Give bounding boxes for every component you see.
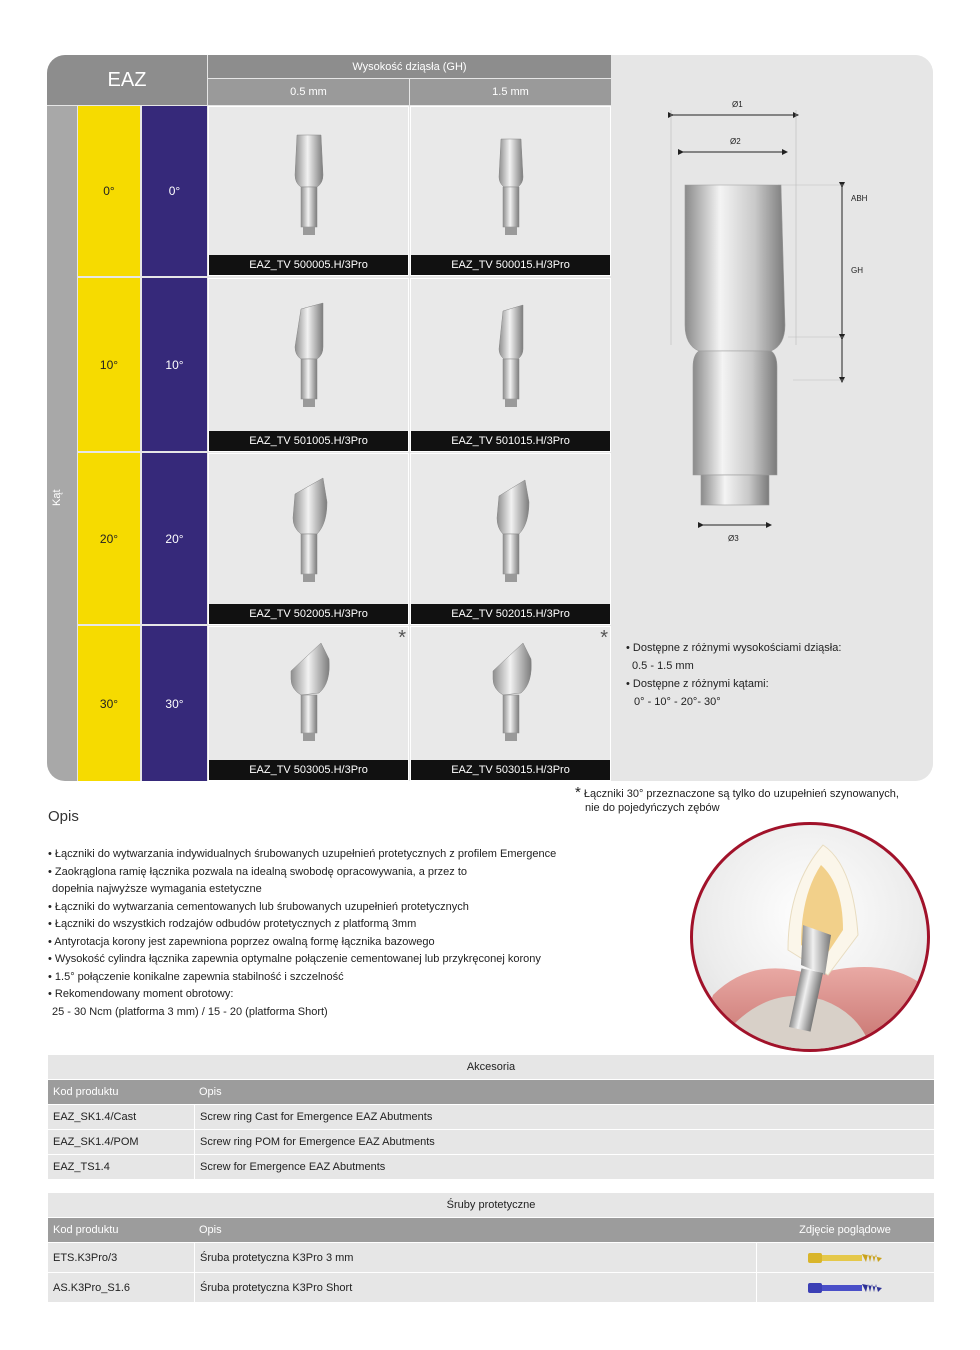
abutment-cell — [208, 106, 409, 276]
description-list — [48, 846, 648, 1021]
description-cell: Screw ring Cast for Emergence EAZ Abutments — [194, 1105, 432, 1129]
description-item: 25 - 30 Ncm (platforma 3 mm) / 15 - 20 (platforma Short) — [52, 1005, 328, 1018]
screws-header-row — [48, 1218, 934, 1242]
abutment-cell — [410, 278, 611, 452]
availability-item: 0.5 - 1.5 mm — [632, 660, 694, 672]
description-item: • Łączniki do wytwarzania cementowanych lub śrubowanych uzupełnień protetycznych — [48, 900, 469, 913]
product-code: EAZ_TV 502015.H/3Pro — [411, 604, 610, 624]
abutment-cell — [208, 626, 409, 781]
angle-cell-purple: 20° — [142, 453, 207, 624]
description-item: • Łączniki do wytwarzania indywidualnych śrubowanych uzupełnień protetycznych z profilem Emergence — [48, 848, 557, 860]
blue-screw-icon — [806, 1280, 886, 1296]
footnote-asterisk: * — [600, 627, 608, 649]
gh-column-0-5: 0.5 mm — [208, 79, 409, 105]
description-item: • Łączniki do wszystkich rodzajów odbudów protetycznych z platformą 3mm — [48, 918, 417, 930]
abutment-cell — [208, 453, 409, 625]
table-row — [48, 1130, 934, 1154]
description-title: Opis — [48, 808, 79, 825]
header-photo: Zdjęcie poglądowe — [799, 1224, 891, 1236]
description-item: dopełnia najwyższe wymagania estetyczne — [52, 883, 262, 895]
dim-abh-label: ABH — [851, 194, 868, 203]
product-code: EAZ_TV 503005.H/3Pro — [209, 760, 408, 780]
description-item: • 1.5° połączenie konikalne zapewnia stabilność i szczelność — [48, 970, 344, 983]
abutment-dimension-drawing — [613, 55, 933, 575]
photo-cell — [756, 1243, 934, 1272]
footnote-asterisk: * — [575, 784, 581, 801]
abutment-30-icon — [479, 635, 543, 745]
description-item: • Zaokrąglona ramię łącznika pozwala na idealną swobodę opracowywania, a przez to — [48, 865, 468, 878]
gh-column-1-5: 1.5 mm — [410, 79, 611, 105]
availability-item: 0° - 10° - 20°- 30° — [634, 696, 721, 708]
footnote-line: Łączniki 30° przeznaczone są tylko do uzupełnień szynowanych, — [583, 788, 899, 800]
description-cell: Śruba protetyczna K3Pro 3 mm — [194, 1243, 353, 1272]
product-code: EAZ_TV 500005.H/3Pro — [209, 255, 408, 275]
angle-cell-yellow: 10° — [78, 278, 140, 451]
angle-cell-purple: 30° — [142, 626, 207, 781]
product-code-cell: ETS.K3Pro/3 — [53, 1251, 118, 1264]
product-code-cell: EAZ_SK1.4/Cast — [53, 1111, 137, 1123]
abutment-30-icon — [277, 635, 341, 745]
product-code: EAZ_TV 500015.H/3Pro — [411, 255, 610, 275]
abutment-0-icon — [279, 125, 339, 245]
accessories-title: Akcesoria — [48, 1055, 934, 1079]
product-code-cell: EAZ_SK1.4/POM — [53, 1136, 139, 1148]
angle-cell-yellow: 0° — [78, 106, 140, 276]
table-row — [48, 1243, 934, 1272]
clinical-photo — [690, 822, 930, 1052]
dim-d1-label: Ø1 — [732, 100, 743, 109]
abutment-cell — [410, 106, 611, 276]
accessories-header-row — [48, 1080, 934, 1104]
footnote-line: nie do pojedyńczych zębów — [585, 802, 720, 814]
dim-d3-label: Ø3 — [728, 534, 739, 543]
product-name-header: EAZ — [47, 55, 207, 105]
description-item: • Antyrotacja korony jest zapewniona poprzez owalną formę łącznika bazowego — [48, 935, 435, 948]
availability-item: • Dostępne z różnymi kątami: — [626, 678, 769, 690]
accessories-table — [48, 1055, 934, 1179]
header-description: Opis — [199, 1224, 222, 1236]
abutment-20-icon — [479, 472, 543, 592]
header-product-code: Kod produktu — [53, 1086, 119, 1098]
product-code: EAZ_TV 502005.H/3Pro — [209, 604, 408, 624]
footnote — [575, 786, 899, 815]
description-cell: Śruba protetyczna K3Pro Short — [194, 1273, 352, 1302]
angle-cell-yellow: 20° — [78, 453, 140, 624]
availability-item: • Dostępne z różnymi wysokościami dziąsła: — [626, 642, 842, 654]
product-code-cell: EAZ_TS1.4 — [53, 1161, 110, 1173]
table-row — [48, 1155, 934, 1179]
description-cell: Screw for Emergence EAZ Abutments — [194, 1155, 385, 1179]
abutment-20-icon — [277, 472, 341, 592]
description-item: • Wysokość cylindra łącznika zapewnia optymalne połączenie cementowanej lub przykręconej korony — [48, 953, 541, 965]
screws-title: Śruby protetyczne — [48, 1193, 934, 1217]
product-code-cell: AS.K3Pro_S1.6 — [53, 1281, 131, 1294]
angle-cell-purple: 10° — [142, 278, 207, 451]
photo-cell — [756, 1273, 934, 1302]
product-code: EAZ_TV 501005.H/3Pro — [209, 431, 408, 451]
dim-gh-label: GH — [851, 266, 863, 275]
dim-d2-label: Ø2 — [730, 137, 741, 146]
angle-cell-purple: 0° — [142, 106, 207, 276]
screws-table — [48, 1193, 934, 1302]
abutment-10-icon — [279, 297, 339, 417]
product-code: EAZ_TV 501015.H/3Pro — [411, 431, 610, 451]
abutment-cell — [410, 626, 611, 781]
gold-screw-icon — [806, 1250, 886, 1266]
table-row — [48, 1105, 934, 1129]
abutment-cell — [410, 453, 611, 625]
tooth-implant-illustration — [693, 825, 930, 1052]
angle-label: Kąt — [51, 489, 63, 506]
abutment-cell — [208, 278, 409, 452]
table-row — [48, 1273, 934, 1302]
gingival-height-header: Wysokość dziąsła (GH) — [208, 55, 611, 78]
abutment-0-icon — [481, 125, 541, 245]
description-cell: Screw ring POM for Emergence EAZ Abutments — [194, 1130, 435, 1154]
description-item: • Rekomendowany moment obrotowy: — [48, 988, 234, 1000]
angle-side-column — [47, 106, 77, 781]
footnote-asterisk: * — [398, 627, 406, 649]
header-description: Opis — [199, 1086, 222, 1098]
abutment-10-icon — [481, 297, 541, 417]
header-product-code: Kod produktu — [53, 1224, 119, 1236]
angle-cell-yellow: 30° — [78, 626, 140, 781]
availability-list — [626, 639, 841, 711]
product-code: EAZ_TV 503015.H/3Pro — [411, 760, 610, 780]
